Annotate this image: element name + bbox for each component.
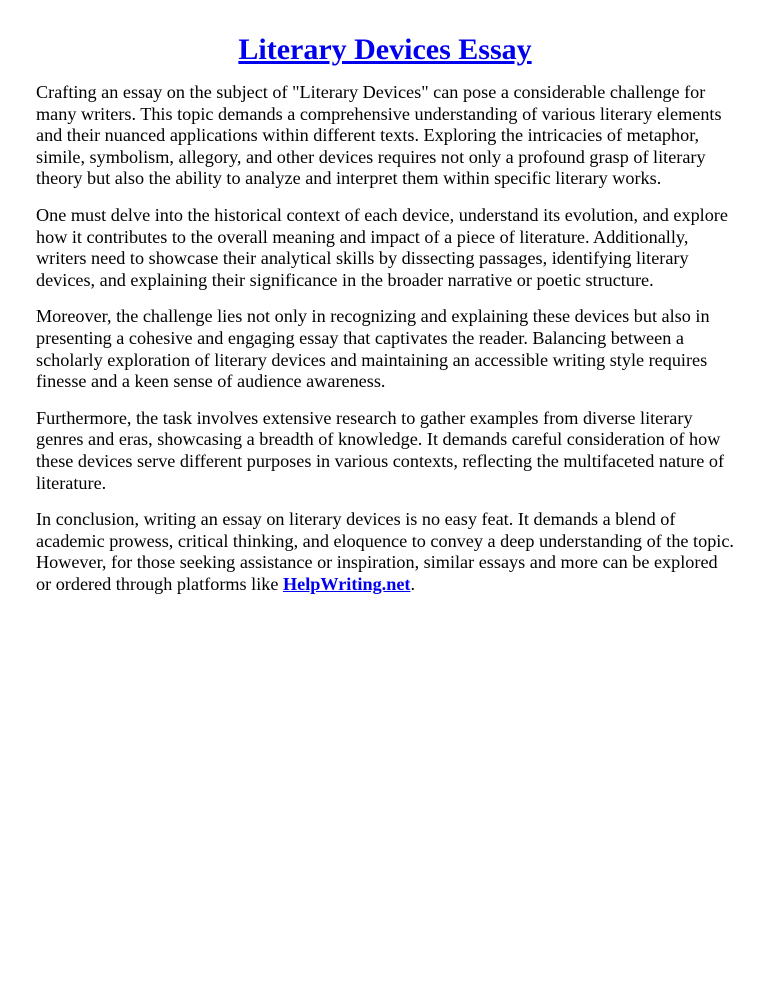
title-link[interactable]: Literary Devices Essay	[238, 33, 532, 66]
conclusion-paragraph	[36, 509, 734, 595]
document-page	[36, 30, 734, 610]
page-title	[36, 30, 734, 70]
conclusion-period: .	[410, 573, 416, 594]
conclusion-text: In conclusion, writing an essay on literary devices is no easy feat. It demands a blend of academic prowess, critical thinking, and eloquence to convey a deep understanding of the topic. However, for those seeking assistance or inspiration, similar essays and more can be explored or ordered through platforms like	[36, 509, 734, 594]
paragraph-4: Furthermore, the task involves extensive research to gather examples from diverse literary genres and eras, showcasing a breadth of knowledge. It demands careful consideration of how these devices serve different purposes in various contexts, reflecting the multifaceted nature of literature.	[36, 407, 725, 493]
helpwriting-link[interactable]: HelpWriting.net	[282, 573, 411, 594]
paragraph-1: Crafting an essay on the subject of "Literary Devices" can pose a considerable challenge for many writers. This topic demands a comprehensive understanding of various literary elements and their nuanced applications within different texts. Exploring the intricacies of metaphor, simile, symbolism, allegory, and other devices requires not only a profound grasp of literary theory but also the ability to analyze and interpret them within specific literary works.	[36, 82, 722, 189]
paragraph-3: Moreover, the challenge lies not only in recognizing and explaining these devices but also in presenting a cohesive and engaging essay that captivates the reader. Balancing between a scholarly exploration of literary devices and maintaining an accessible writing style requires finesse and a keen sense of audience awareness.	[36, 306, 710, 392]
paragraph-2: One must delve into the historical context of each device, understand its evolution, and explore how it contributes to the overall meaning and impact of a piece of literature. Additionally, writers need to showcase their analytical skills by dissecting passages, identifying literary devices, and explaining their significance in the broader narrative or poetic structure.	[36, 204, 728, 290]
